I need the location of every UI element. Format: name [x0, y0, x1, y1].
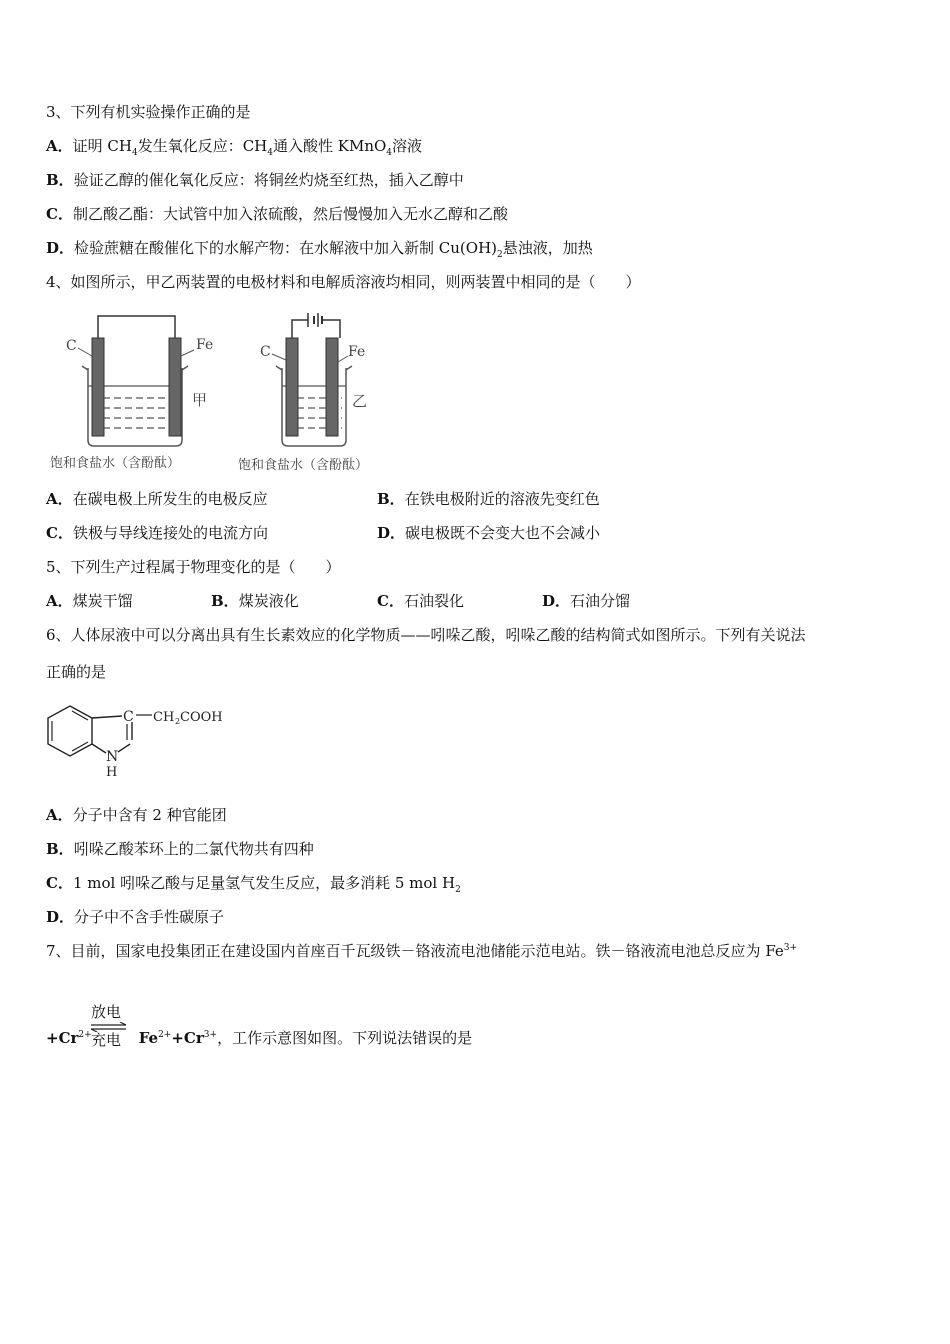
q4-stem: 4、如图所示，甲乙两装置的电极材料和电解质溶液均相同，则两装置中相同的是（ ）	[46, 273, 641, 291]
q3-option-c	[46, 204, 508, 224]
q3-d-text-1: 检验蔗糖在酸催化下的水解产物：在水解液中加入新制 Cu(OH)	[74, 239, 498, 257]
q5-option-b	[211, 591, 299, 611]
jia-iron-electrode	[169, 338, 181, 436]
q4-figure-yi	[236, 308, 406, 478]
q7-tail-text: ，工作示意图如图。下列说法错误的是	[217, 1029, 473, 1047]
q3-option-b	[46, 170, 464, 190]
q6-stem-line-2: 正确的是	[46, 663, 107, 681]
q6-stem-line-1: 6、人体尿液中可以分离出具有生长素效应的化学物质——吲哚乙酸，吲哚乙酸的结构简式如图所示。下列有关说法	[46, 626, 806, 644]
q4-figure-jia	[48, 308, 218, 478]
q3-stem: 3、下列有机实验操作正确的是	[46, 103, 251, 121]
q4-a-label: A．	[46, 490, 73, 508]
yi-c-label: C	[260, 344, 271, 360]
q5-c-text: 石油裂化	[403, 592, 464, 610]
q5-c-label: C．	[377, 592, 404, 610]
yi-fe-label: Fe	[348, 344, 366, 360]
jia-caption: 饱和食盐水（含酚酞）	[50, 456, 181, 471]
yi-iron-electrode	[326, 338, 338, 436]
q3-a-text-2: 发生氧化反应：CH	[137, 137, 268, 155]
struct-c-atom: C	[123, 709, 134, 725]
q5-d-text: 石油分馏	[570, 592, 631, 610]
q7-fe: Fe	[138, 1029, 159, 1047]
q3-a-text-3: 通入酸性 KMnO	[273, 137, 387, 155]
q3-a-sub-2: 4	[267, 148, 273, 158]
q5-option-c	[377, 591, 464, 611]
q6-b-label: B．	[46, 840, 74, 858]
q3-d-sub: 2	[497, 250, 503, 260]
q3-b-text: 验证乙醇的催化氧化反应：将铜丝灼烧至红热，插入乙醇中	[73, 171, 464, 189]
q3-option-a	[46, 136, 422, 156]
q4-d-label: D．	[377, 524, 406, 542]
struct-h-atom: H	[106, 765, 118, 780]
q6-option-a	[46, 805, 227, 825]
q6-c-sub: 2	[455, 885, 461, 895]
q4-option-c	[46, 523, 268, 543]
struct-n-atom: N	[106, 749, 119, 765]
q6-option-c	[46, 873, 461, 893]
q4-d-text: 碳电极既不会变大也不会减小	[405, 524, 601, 542]
q4-b-text: 在铁电极附近的溶液先变红色	[404, 490, 600, 508]
q3-a-label: A．	[46, 137, 73, 155]
q6-a-text: 分子中含有 2 种官能团	[72, 806, 227, 824]
struct-ch-sub: 2	[175, 717, 181, 726]
jia-fe-label: Fe	[196, 337, 214, 353]
q6-a-label: A．	[46, 806, 73, 824]
q7-stem-line-1	[46, 941, 797, 961]
q7-reversible-arrow	[90, 1003, 128, 1049]
q7-stem-text: 7、目前，国家电投集团正在建设国内首座百千瓦级铁－铬液流电池储能示范电站。铁－铬液流电池总反应为 Fe	[46, 942, 784, 960]
q3-a-text-4: 溶液	[392, 137, 423, 155]
q4-option-b	[377, 489, 600, 509]
q4-c-text: 铁极与导线连接处的电流方向	[72, 524, 268, 542]
q6-c-text: 1 mol 吲哚乙酸与足量氢气发生反应，最多消耗 5 mol H	[72, 874, 456, 892]
yi-caption: 饱和食盐水（含酚酞）	[238, 458, 369, 473]
q4-option-a	[46, 489, 268, 509]
q4-b-label: B．	[377, 490, 405, 508]
q5-stem: 5、下列生产过程属于物理变化的是（ ）	[46, 558, 341, 576]
jia-c-label: C	[66, 338, 77, 354]
q3-a-sub-1: 4	[131, 148, 138, 158]
q3-a-sub-3: 4	[386, 148, 393, 158]
q4-c-label: C．	[46, 524, 73, 542]
q7-arrow-bottom-label: 充电	[91, 1031, 122, 1049]
q3-d-label: D．	[46, 239, 75, 257]
q5-option-a	[46, 591, 133, 611]
q3-d-text-2: 悬浊液，加热	[502, 239, 593, 257]
q6-c-label: C．	[46, 874, 73, 892]
q3-b-label: B．	[46, 171, 74, 189]
q7-arrow-top-label: 放电	[91, 1003, 122, 1021]
struct-ch: CH	[153, 710, 175, 725]
jia-carbon-electrode	[92, 338, 104, 436]
q7-fe-charge: 3+	[783, 943, 798, 953]
q3-option-d	[46, 238, 593, 258]
q6-option-b	[46, 839, 314, 859]
q7-cr-charge: 2+	[78, 1030, 92, 1040]
q6-b-text: 吲哚乙酸苯环上的二氯代物共有四种	[73, 840, 314, 858]
q6-option-d	[46, 907, 224, 927]
q3-c-label: C．	[46, 205, 73, 223]
q7-cr2: +Cr	[171, 1029, 204, 1047]
q5-option-d	[542, 591, 630, 611]
q6-d-text: 分子中不含手性碳原子	[74, 908, 225, 926]
q5-b-text: 煤炭液化	[238, 592, 299, 610]
yi-name: 乙	[352, 392, 368, 410]
q7-fe2-charge: 2+	[158, 1030, 172, 1040]
q5-d-label: D．	[542, 592, 571, 610]
q5-a-label: A．	[46, 592, 73, 610]
q6-d-label: D．	[46, 908, 75, 926]
q3-c-text: 制乙酸乙酯：大试管中加入浓硫酸，然后慢慢加入无水乙醇和乙酸	[72, 205, 508, 223]
q3-a-text-1: 证明 CH	[72, 137, 132, 155]
q5-b-label: B．	[211, 592, 239, 610]
jia-wire	[98, 316, 175, 338]
q4-a-text: 在碳电极上所发生的电极反应	[72, 490, 268, 508]
q7-cr3-charge: 3+	[203, 1030, 218, 1040]
jia-name: 甲	[192, 391, 208, 409]
benzene-ring	[48, 706, 92, 756]
q4-option-d	[377, 523, 600, 543]
q7-cr: +Cr	[46, 1029, 79, 1047]
q5-a-text: 煤炭干馏	[72, 592, 133, 610]
yi-carbon-electrode	[286, 338, 298, 436]
struct-cooh: COOH	[180, 710, 223, 725]
q6-structure-indoleacetic-acid	[44, 700, 234, 782]
